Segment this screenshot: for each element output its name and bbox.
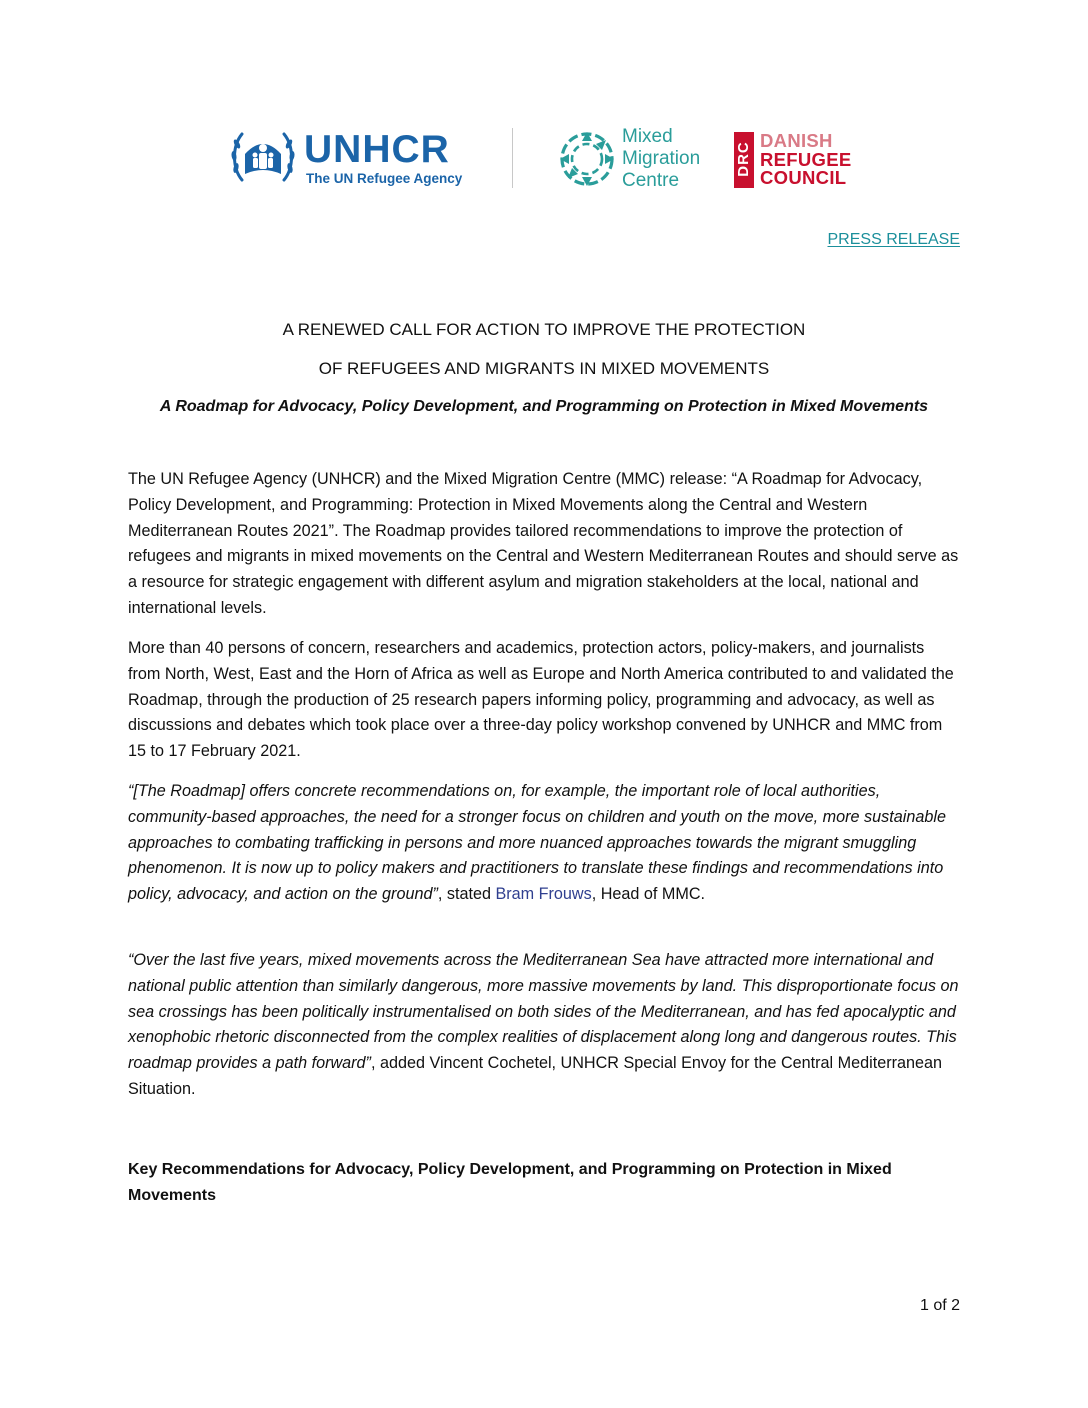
paragraph-quote-mmc — [128, 779, 960, 908]
unhcr-logo — [228, 124, 473, 190]
mmc-line-2: Migration — [622, 148, 701, 169]
quote-mmc-text: “[The Roadmap] offers concrete recommendations on, for example, the important role of local authorities, community-based approaches, the need for a stronger focus on children and youth on the move, more sustainable approaches to combating trafficking in persons and more nuanced approaches towards the migrant smuggling phenomenon. It is now up to policy makers and practitioners to translate these findings and recommendations into policy, advocacy, and action on the ground” — [128, 782, 946, 904]
mmc-line-1: Mixed — [622, 126, 673, 147]
press-release-label: PRESS RELEASE — [827, 231, 960, 248]
subtitle: A Roadmap for Advocacy, Policy Development, and Programming on Protection in Mixed Movements — [159, 398, 929, 415]
drc-line-2: REFUGEE — [760, 148, 852, 170]
mmc-wordmark — [622, 126, 700, 192]
paragraph-intro — [128, 467, 960, 622]
mmc-logo — [556, 126, 721, 192]
unhcr-wordmark: UNHCR — [304, 128, 450, 171]
logo-divider — [512, 128, 513, 188]
unhcr-tagline: The UN Refugee Agency — [306, 171, 463, 186]
paragraph-contributors — [128, 636, 960, 765]
drc-logo — [734, 132, 854, 192]
quote-unhcr-text: “Over the last five years, mixed movements across the Mediterranean Sea have attracted more international and national public attention than similarly dangerous, more massive movements by land. This disproportionate focus on sea crossings has been politically instrumentalised on both sides of the Mediterranean, and has fed apocalyptic and xenophobic rhetoric disconnected from the complex realities of displacement along long and dangerous routes. This roadmap provides a path forward” — [128, 951, 959, 1073]
title-line-2: OF REFUGEES AND MIGRANTS IN MIXED MOVEMENTS — [318, 359, 770, 378]
drc-wordmark — [760, 132, 852, 188]
drc-mark — [734, 132, 754, 188]
title-line-1: A RENEWED CALL FOR ACTION TO IMPROVE THE PROTECTION — [282, 320, 806, 339]
quote-mmc-attribution-tail: , Head of MMC. — [591, 885, 706, 904]
mmc-line-3: Centre — [622, 170, 680, 191]
quote-mmc-attribution-mid: , stated — [437, 885, 496, 904]
key-recommendations-heading: Key Recommendations for Advocacy, Policy Development, and Programming on Protection in Mixed Movements — [128, 1161, 892, 1204]
paragraph-intro-text: The UN Refugee Agency (UNHCR) and the Mixed Migration Centre (MMC) release: “A Roadmap for Advocacy, Policy Development, and Programming: Protection in Mixed Movements along the Central and Western Mediterranean Routes 2021”. The Roadmap provides tailored recommendations to improve the protection of refugees and migrants in mixed movements on the Central and Western Mediterranean Routes and should serve as a resource for strategic engagement with different asylum and migration stakeholders at the local, national and international levels. — [128, 470, 959, 617]
drc-line-1: DANISH — [760, 130, 833, 151]
page-number: 1 of 2 — [919, 1297, 960, 1314]
unhcr-emblem-icon — [228, 124, 298, 190]
quote-unhcr-attribution: , added Vincent Cochetel, UNHCR Special Envoy for the Central Mediterranean Situation. — [128, 1054, 943, 1098]
bram-frouws-link[interactable]: Bram Frouws — [495, 885, 592, 904]
mmc-emblem-icon — [556, 128, 618, 190]
drc-mark-text: DRC — [735, 141, 752, 177]
paragraph-contributors-text: More than 40 persons of concern, researchers and academics, protection actors, policy-makers, and journalists from North, West, East and the Horn of Africa as well as Europe and North America contributed to and validated the Roadmap, through the production of 25 research papers informing policy, programming and advocacy, as well as discussions and debates which took place over a three-day policy workshop convened by UNHCR and MMC from 15 to 17 February 2021. — [128, 639, 954, 761]
drc-line-3: COUNCIL — [760, 167, 847, 188]
paragraph-quote-unhcr — [128, 948, 960, 1103]
